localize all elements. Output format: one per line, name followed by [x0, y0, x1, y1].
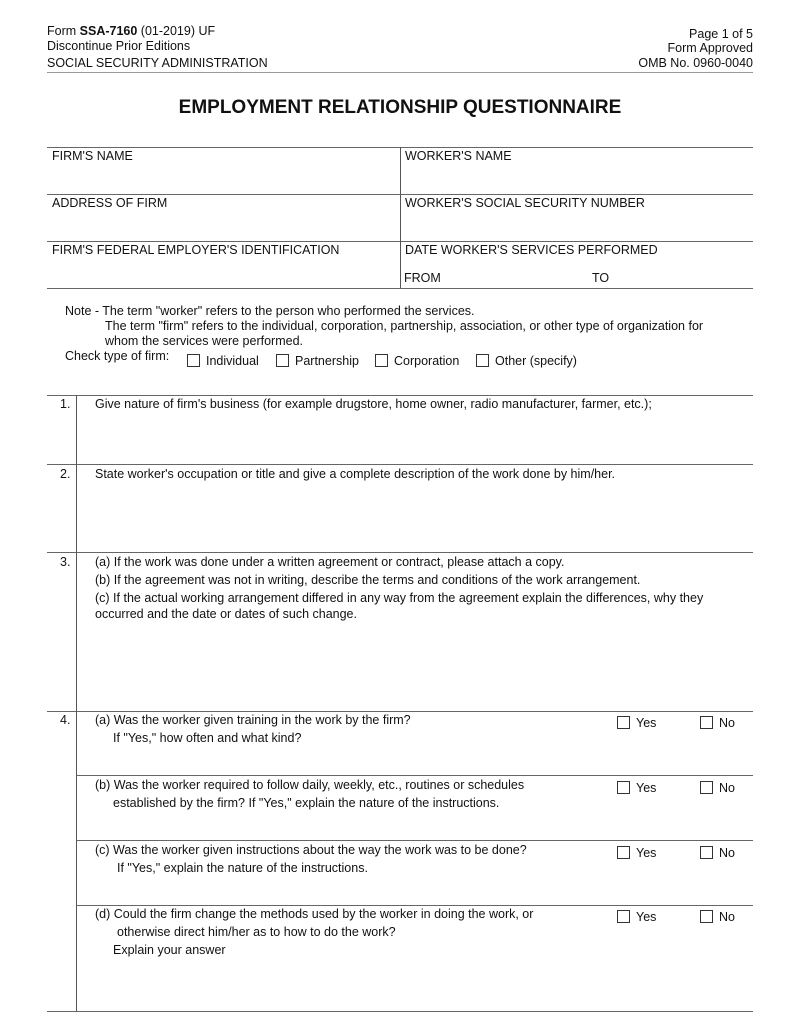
q3a-text: (a) If the work was done under a written agreement or contract, please attach a copy. — [95, 555, 565, 569]
q4b-text-cont: established by the firm? If "Yes," explain the nature of the instructions. — [113, 796, 500, 810]
checkbox-other[interactable]: Other (specify) — [476, 354, 577, 368]
q4d-text: (d) Could the firm change the methods used by the worker in doing the work, or — [95, 907, 534, 921]
note-line-2: The term "firm" refers to the individual, corporation, partnership, association, or other type of organization for — [105, 319, 704, 333]
omb-number: OMB No. 0960-0040 — [638, 56, 753, 70]
q4d-no-checkbox[interactable]: No — [700, 910, 735, 924]
q4d-yes-checkbox[interactable]: Yes — [617, 910, 656, 924]
note-line-3: whom the services were performed. — [105, 334, 303, 348]
q4c-text-cont: If "Yes," explain the nature of the instructions. — [117, 861, 368, 875]
q4c-no-checkbox[interactable]: No — [700, 846, 735, 860]
note-line-1: Note - The term "worker" refers to the person who performed the services. — [65, 304, 475, 318]
checkbox-corporation[interactable]: Corporation — [375, 354, 459, 368]
q4a-text-cont: If "Yes," how often and what kind? — [113, 731, 302, 745]
page-title: EMPLOYMENT RELATIONSHIP QUESTIONNAIRE — [178, 97, 622, 118]
to-field[interactable]: TO — [592, 271, 610, 285]
q1-number: 1. — [60, 397, 71, 411]
q4-number: 4. — [60, 713, 71, 727]
page-number: Page 1 of 5 — [689, 27, 753, 41]
discontinue-note: Discontinue Prior Editions — [47, 39, 191, 53]
worker-name-field[interactable]: WORKER'S NAME — [405, 149, 512, 163]
q1-text: Give nature of firm's business (for example drugstore, home owner, radio manufacturer, farmer, etc.); — [95, 397, 652, 411]
q4a-text: (a) Was the worker given training in the work by the firm? — [95, 713, 411, 727]
q3c-text: (c) If the actual working arrangement differed in any way from the agreement explain the differences, why they — [95, 591, 704, 605]
q2-text: State worker's occupation or title and give a complete description of the work done by him/her. — [95, 467, 616, 481]
q3-number: 3. — [60, 555, 71, 569]
q4a-yes-checkbox[interactable]: Yes — [617, 716, 656, 730]
q4a-no-checkbox[interactable]: No — [700, 716, 735, 730]
q2-number: 2. — [60, 467, 71, 481]
worker-ssn-field[interactable]: WORKER'S SOCIAL SECURITY NUMBER — [405, 196, 645, 210]
firm-name-field[interactable]: FIRM'S NAME — [52, 149, 133, 163]
checkbox-partnership[interactable]: Partnership — [276, 354, 359, 368]
q3b-text: (b) If the agreement was not in writing, describe the terms and conditions of the work arrangement. — [95, 573, 641, 587]
q4b-text: (b) Was the worker required to follow daily, weekly, etc., routines or schedules — [95, 778, 525, 792]
firm-address-field[interactable]: ADDRESS OF FIRM — [52, 196, 168, 210]
q4d-explain: Explain your answer — [113, 943, 226, 957]
from-field[interactable]: FROM — [404, 271, 441, 285]
agency: SOCIAL SECURITY ADMINISTRATION — [47, 56, 268, 70]
q4b-yes-checkbox[interactable]: Yes — [617, 781, 656, 795]
q4c-yes-checkbox[interactable]: Yes — [617, 846, 656, 860]
check-type-label: Check type of firm: — [65, 349, 170, 363]
q4c-text: (c) Was the worker given instructions about the way the work was to be done? — [95, 843, 527, 857]
q4d-text-cont: otherwise direct him/her as to how to do the work? — [117, 925, 396, 939]
q4b-no-checkbox[interactable]: No — [700, 781, 735, 795]
firm-ein-field[interactable]: FIRM'S FEDERAL EMPLOYER'S IDENTIFICATION — [52, 243, 340, 257]
checkbox-individual[interactable]: Individual — [187, 354, 259, 368]
q3c-text-cont: occurred and the date or dates of such change. — [95, 607, 357, 621]
form-id: Form SSA-7160 (01-2019) UF — [47, 24, 216, 38]
dates-label: DATE WORKER'S SERVICES PERFORMED — [405, 243, 658, 257]
form-approved: Form Approved — [667, 41, 753, 55]
